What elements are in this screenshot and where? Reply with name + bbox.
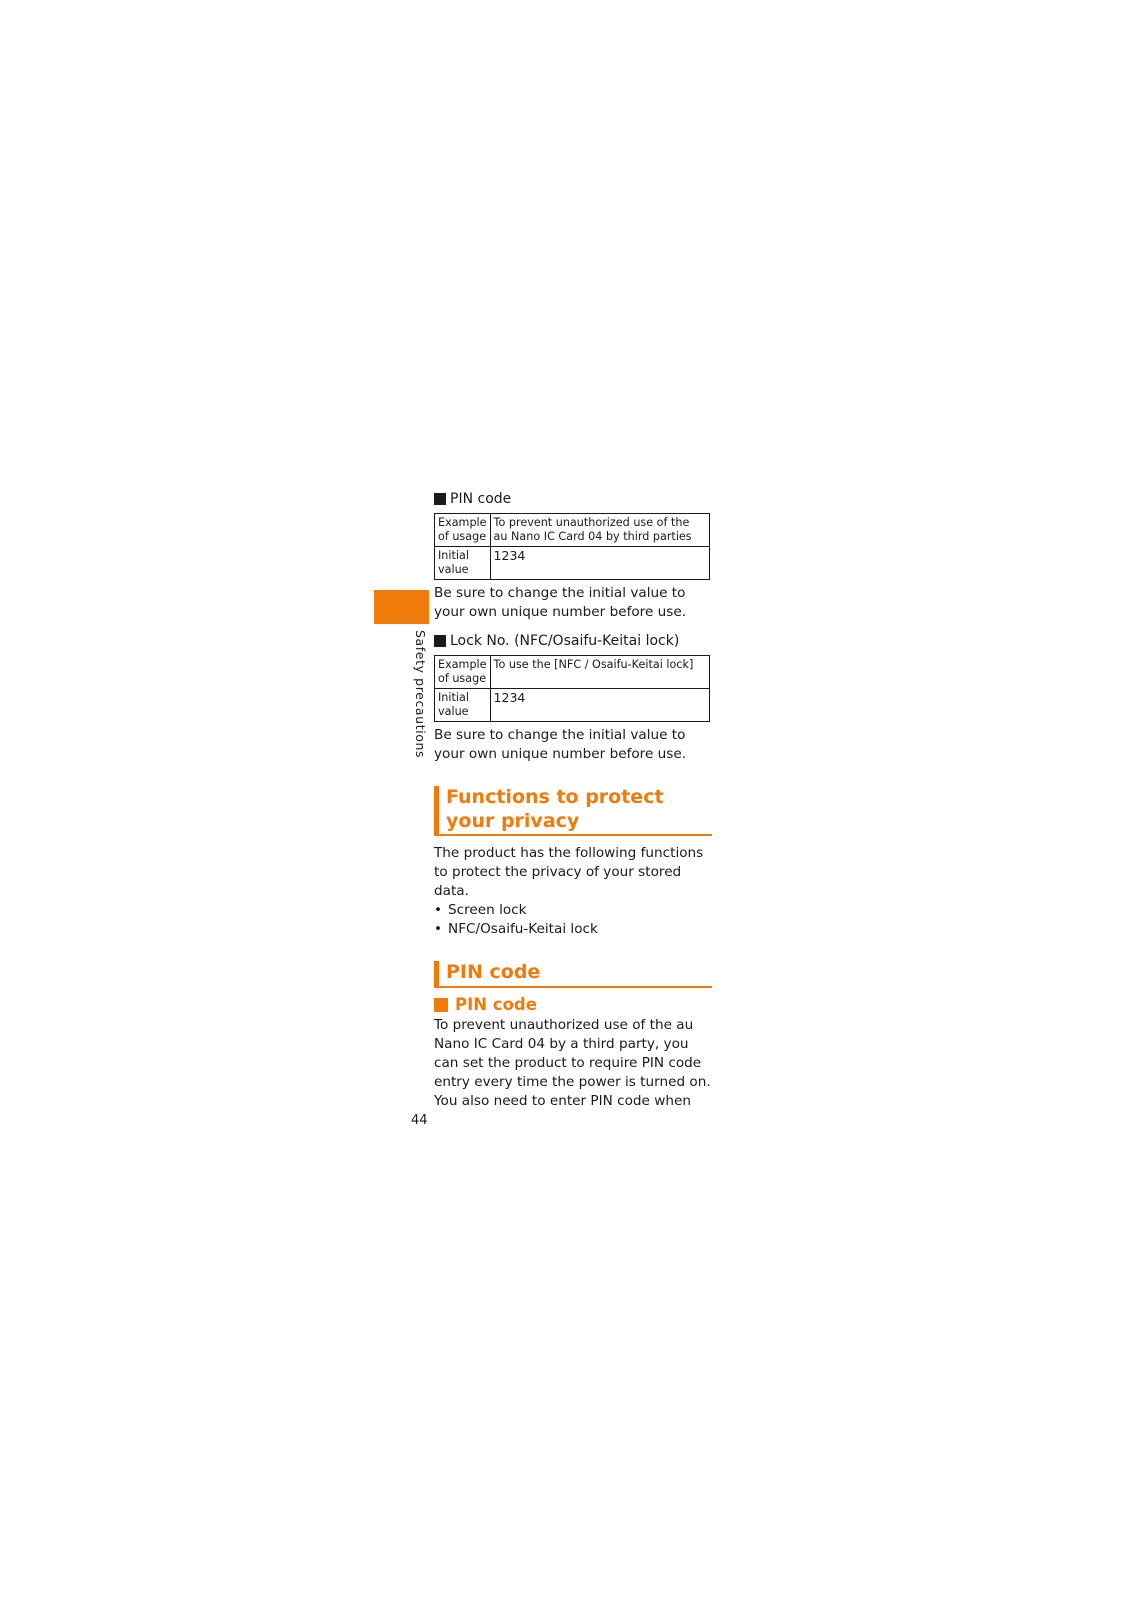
table-row xyxy=(435,514,710,547)
table-value: 1234 xyxy=(490,689,709,722)
pin-code-table xyxy=(434,513,710,580)
lock-note: Be sure to change the initial value to your own unique number before use. xyxy=(434,727,687,762)
pin-code-heading: PIN code xyxy=(434,961,712,988)
privacy-heading: Functions to protect your privacy xyxy=(434,786,712,836)
list-item: • Screen lock xyxy=(434,901,712,920)
list-item: • NFC/Osaifu-Keitai lock xyxy=(434,920,712,939)
lock-table-heading-text: Lock No. (NFC/Osaifu-Keitai lock) xyxy=(450,633,680,649)
privacy-intro: The product has the following functions to protect the privacy of your stored data. xyxy=(434,845,704,899)
section-label: Safety precautions xyxy=(413,630,428,759)
pin-table-heading xyxy=(434,488,712,510)
pin-table-heading-text: PIN code xyxy=(450,491,512,507)
lock-table-heading xyxy=(434,630,712,652)
table-key: Example of usage xyxy=(435,514,491,547)
table-key: Initial value xyxy=(435,547,491,580)
lock-no-table xyxy=(434,655,710,722)
table-row xyxy=(435,547,710,580)
table-value: To prevent unauthorized use of the au Nano IC Card 04 by third parties xyxy=(490,514,709,547)
pin-code-subheading: PIN code xyxy=(434,995,712,1015)
table-key: Example of usage xyxy=(435,656,491,689)
privacy-list xyxy=(434,901,712,939)
black-square-icon xyxy=(434,493,446,505)
section-tab xyxy=(374,590,429,624)
page-number: 44 xyxy=(411,1113,428,1128)
orange-square-icon xyxy=(434,998,448,1012)
table-value: To use the [NFC / Osaifu-Keitai lock] xyxy=(490,656,709,689)
pin-code-body: To prevent unauthorized use of the au Nano IC Card 04 by a third party, you can set the product to require PIN code entry every time the power is turned on. You also need to enter PIN code when xyxy=(434,1016,711,1109)
table-row xyxy=(435,689,710,722)
pin-note: Be sure to change the initial value to your own unique number before use. xyxy=(434,585,687,620)
table-row xyxy=(435,656,710,689)
table-value: 1234 xyxy=(490,547,709,580)
table-key: Initial value xyxy=(435,689,491,722)
content-column xyxy=(434,488,712,1111)
black-square-icon xyxy=(434,635,446,647)
